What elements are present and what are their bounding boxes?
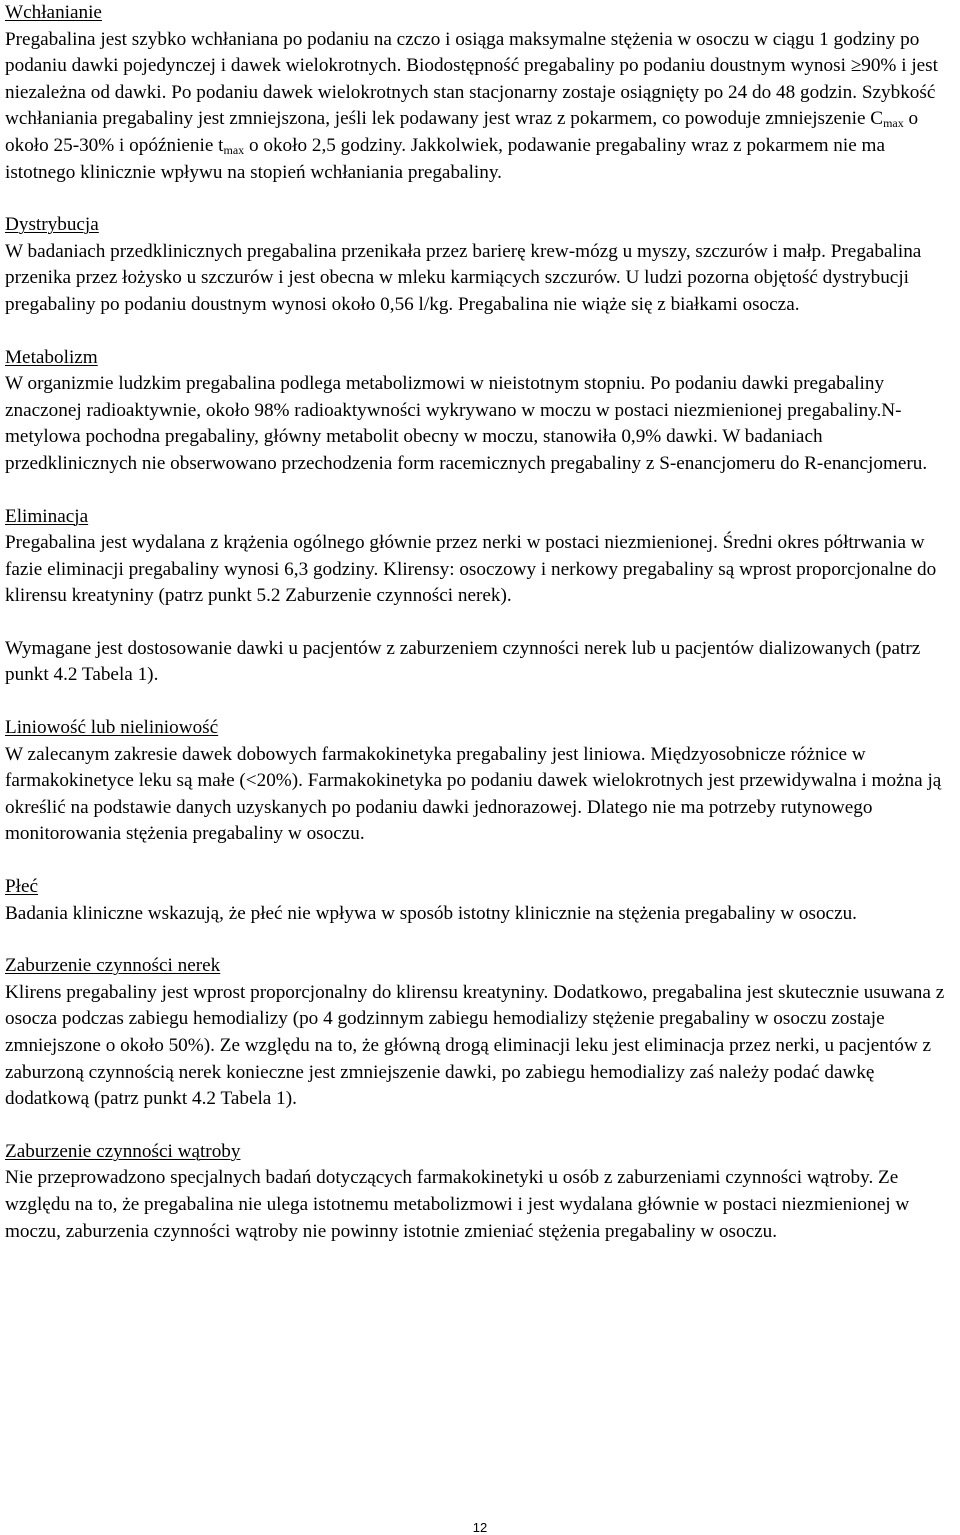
section-hepatic bbox=[5, 1139, 957, 1245]
section-heading-elimination: Eliminacja bbox=[5, 505, 89, 527]
paragraph-spacer bbox=[5, 610, 957, 636]
section-linearity bbox=[5, 715, 957, 848]
section-heading-distribution: Dystrybucja bbox=[5, 214, 99, 236]
section-heading-gender: Płeć bbox=[5, 876, 39, 898]
tmax-subscript: max bbox=[223, 142, 245, 157]
section-spacer bbox=[5, 848, 957, 874]
section-spacer bbox=[5, 689, 957, 715]
cmax-subscript: max bbox=[883, 116, 904, 131]
section-spacer bbox=[5, 927, 957, 953]
absorption-paragraph bbox=[5, 27, 957, 187]
elimination-paragraph-2: Wymagane jest dostosowanie dawki u pacjentów z zaburzeniem czynności nerek lub u pacjentów dializowanych (patrz punkt 4.2 Tabela 1). bbox=[5, 637, 921, 686]
section-heading-linearity: Liniowość lub nieliniowość bbox=[5, 717, 219, 739]
gender-paragraph: Badania kliniczne wskazują, że płeć nie wpływa w sposób istotny klinicznie na stężenia pregabaliny w osoczu. bbox=[5, 902, 857, 924]
section-heading-absorption: Wchłanianie bbox=[5, 2, 102, 23]
document-page bbox=[5, 0, 957, 1245]
section-spacer bbox=[5, 319, 957, 345]
renal-paragraph: Klirens pregabaliny jest wprost proporcjonalny do klirensu kreatyniny. Dodatkowo, pregabalina jest skutecznie usuwana z osocza podczas zabiegu hemodializy (po 4 godzinnym zabiegu hemodializy stężenie pregabaliny w osoczu zostaje zmniejszone o około 50%). Ze względu na to, że główną drogą eliminacji leku jest eliminacja przez nerki, u pacjentów z zaburzoną czynnością nerek konieczne jest zmniejszenie dawki, po zabiegu hemodializy zaś należy podać dawkę dodatkową (patrz punkt 4.2 Tabela 1). bbox=[5, 981, 945, 1110]
section-spacer bbox=[5, 1113, 957, 1139]
metabolism-paragraph: W organizmie ludzkim pregabalina podlega metabolizmowi w nieistotnym stopniu. Po podaniu dawki pregabaliny znaczonej radioaktywnie, około 98% radioaktywności wykrywano w moczu w postaci niezmienionej pregabaliny.N-metylowa pochodna pregabaliny, główny metabolit obecny w moczu, stanowiła 0,9% dawki. W badaniach przedklinicznych nie obserwowano przechodzenia form racemicznych pregabaliny z S-enancjomeru do R-enancjomeru. bbox=[5, 373, 928, 474]
section-renal bbox=[5, 953, 957, 1113]
linearity-paragraph: W zalecanym zakresie dawek dobowych farmakokinetyka pregabaliny jest liniowa. Międzyosobnicze różnice w farmakokinetyce leku są małe (<20%). Farmakokinetyka po podaniu dawek wielokrotnych jest przewidywalna i można ją określić na podstawie danych uzyskanych po podaniu dawki jednorazowej. Dlatego nie ma potrzeby rutynowego monitorowania stężenia pregabaliny w osoczu. bbox=[5, 743, 942, 845]
page-number: 12 bbox=[472, 1520, 488, 1535]
section-heading-metabolism: Metabolizm bbox=[5, 346, 98, 368]
section-heading-hepatic: Zaburzenie czynności wątroby bbox=[5, 1140, 241, 1162]
section-metabolism bbox=[5, 345, 957, 478]
hepatic-paragraph: Nie przeprowadzono specjalnych badań dotyczących farmakokinetyki u osób z zaburzeniami czynności wątroby. Ze względu na to, że pregabalina nie ulega istotnemu metabolizmowi i jest wydalana głównie w postaci niezmienionej w moczu, zaburzenia czynności wątroby nie powinny istotnie zmieniać stężenia pregabaliny w osoczu. bbox=[5, 1167, 910, 1242]
absorption-text-part1: Pregabalina jest szybko wchłaniana po podaniu na czczo i osiąga maksymalne stężenia w osoczu w ciągu 1 godziny po podaniu dawki pojedynczej i dawek wielokrotnych. Biodostępność pregabaliny po podaniu doustnym wynosi ≥90% i jest niezależna od dawki. Po podaniu dawek wielokrotnych stan stacjonarny zostaje osiągnięty po 24 do 48 godzin. Szybkość wchłaniania pregabaliny jest zmniejszona, jeśli lek podawany jest wraz z pokarmem, co powoduje zmniejszenie C bbox=[5, 28, 938, 130]
elimination-paragraph-1: Pregabalina jest wydalana z krążenia ogólnego głównie przez nerki w postaci niezmienionej. Średni okres półtrwania w fazie eliminacji pregabaliny wynosi 6,3 godziny. Klirensy: osoczowy i nerkowy pregabaliny są wprost proporcjonalne do klirensu kreatyniny (patrz punkt 5.2 Zaburzenie czynności nerek). bbox=[5, 532, 937, 607]
section-heading-renal: Zaburzenie czynności nerek bbox=[5, 955, 221, 977]
section-elimination bbox=[5, 504, 957, 690]
absorption-text-part3: o około 2,5 godziny. Jakkolwiek, podawanie pregabaliny wraz z pokarmem nie ma istotnego klinicznie wpływu na stopień wchłaniania pregabaliny. bbox=[5, 134, 885, 183]
section-distribution bbox=[5, 212, 957, 318]
section-absorption bbox=[5, 0, 957, 186]
distribution-paragraph: W badaniach przedklinicznych pregabalina przenikała przez barierę krew-mózg u myszy, szczurów i małp. Pregabalina przenika przez łożysko u szczurów i jest obecna w mleku karmiących szczurów. U ludzi pozorna objętość dystrybucji pregabaliny po podaniu doustnym wynosi około 0,56 l/kg. Pregabalina nie wiąże się z białkami osocza. bbox=[5, 240, 922, 315]
section-spacer bbox=[5, 478, 957, 504]
section-gender bbox=[5, 874, 957, 927]
absorption-text-part2: o około 25-30% i opóźnienie t bbox=[5, 108, 919, 156]
section-spacer bbox=[5, 186, 957, 212]
